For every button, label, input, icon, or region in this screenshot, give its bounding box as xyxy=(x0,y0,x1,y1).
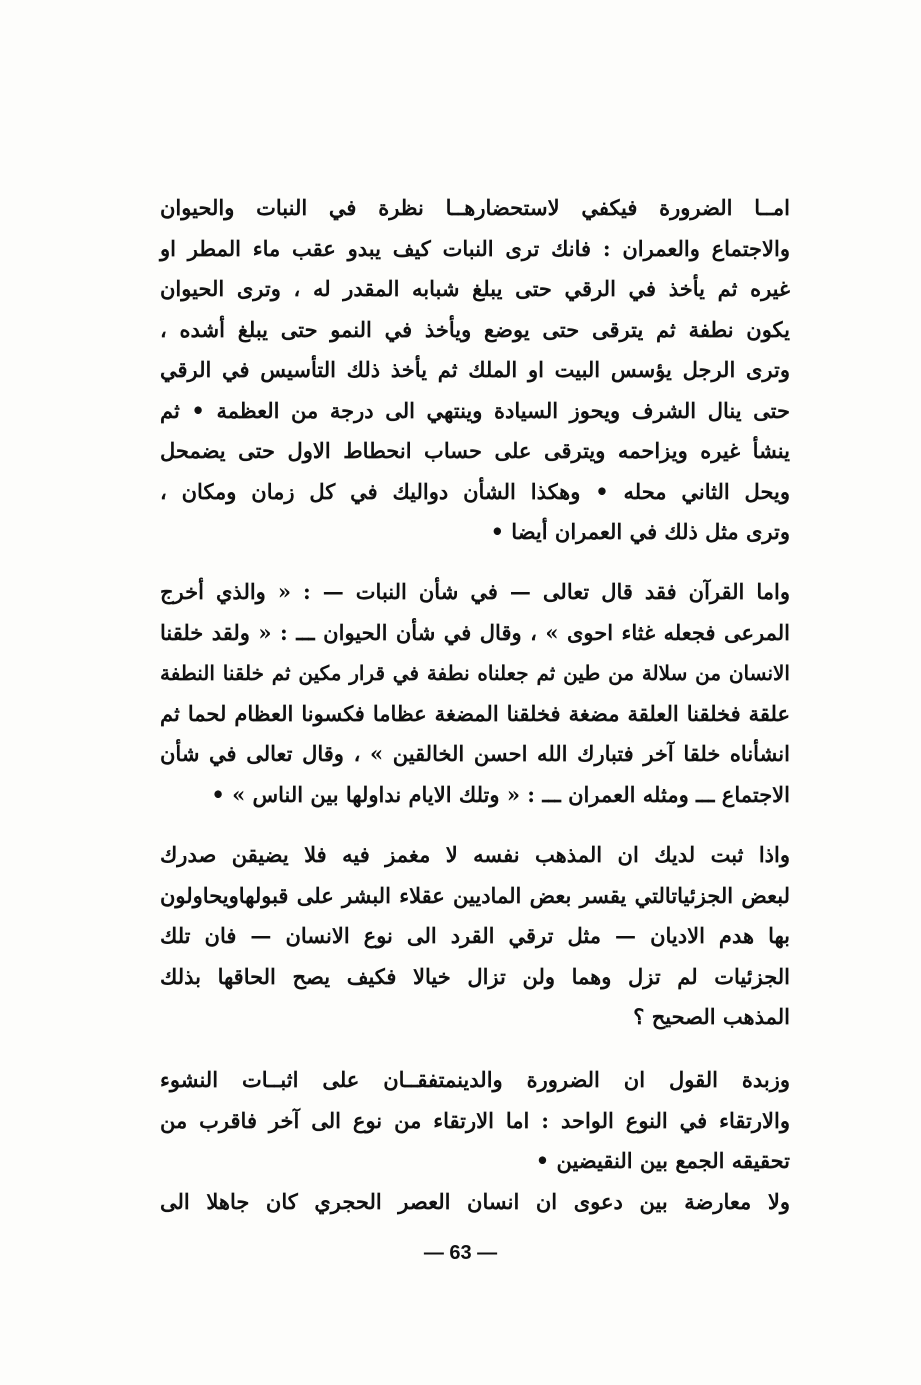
page-number: — 63 — xyxy=(423,1242,498,1264)
text-line: علقة فخلقنا العلقة مضغة فخلقنا المضغة عظاما فكسونا العظام لحما ثم xyxy=(160,700,790,726)
text-line: حتى ينال الشرف ويحوز السيادة وينتهي الى درجة من العظمة • ثم xyxy=(160,397,790,423)
text-line: والاجتماع والعمران : فانك ترى النبات كيف يبدو عقب ماء المطر او xyxy=(160,235,790,261)
paragraph-necessity xyxy=(160,188,790,553)
paragraph-summary xyxy=(160,1060,790,1182)
paragraph-continuation xyxy=(160,1182,790,1223)
text-line: لبعض الجزئياتالتي يقسر بعض الماديين عقلاء البشر على قبولهاويحاولون xyxy=(160,882,790,908)
text-line: ويحل الثاني محله • وهكذا الشأن دواليك في كل زمان ومكان ، xyxy=(160,478,790,504)
paragraph-quran xyxy=(160,572,790,815)
text-line: الاجتماع ـــ ومثله العمران ـــ : « وتلك الايام نداولها بين الناس » • xyxy=(211,781,790,807)
text-line: ينشأ غيره ويزاحمه ويترقى على حساب انحطاط الاول حتى يضمحل xyxy=(160,438,790,463)
text-line: المرعى فجعله غثاء احوى » ، وقال في شأن الحيوان ـــ : « ولقد خلقنا xyxy=(160,619,790,645)
paragraph-doctrine xyxy=(160,835,790,1038)
text-line: الانسان من سلالة من طين ثم جعلناه نطفة في قرار مكين ثم خلقنا النطفة xyxy=(160,661,790,685)
text-line: واذا ثبت لديك ان المذهب نفسه لا مغمز فيه فلا يضيقن صدرك xyxy=(160,842,791,867)
text-line: وترى الرجل يؤسس البيت او الملك ثم يأخذ ذلك التأسيس في الرقي xyxy=(160,357,790,382)
text-line: يكون نطفة ثم يترقى حتى يوضع ويأخذ في النمو حتى يبلغ أشده ، xyxy=(160,316,790,342)
text-line: وترى مثل ذلك في العمران أيضا • xyxy=(490,519,790,544)
text-line: غيره ثم يأخذ في الرقي حتى يبلغ شبابه المقدر له ، وترى الحيوان xyxy=(160,276,790,301)
text-line: تحقيقه الجمع بين النقيضين • xyxy=(535,1148,790,1173)
text-line: امــا الضرورة فيكفي لاستحضارهــا نظرة في النبات والحيوان xyxy=(160,195,790,220)
text-line: بها هدم الاديان — مثل ترقي القرد الى نوع الانسان — فان تلك xyxy=(160,923,790,948)
text-line: وزبدة القول ان الضرورة والدينمتفقــان على اثبــات النشوء xyxy=(160,1067,790,1092)
text-line: واما القرآن فقد قال تعالى — في شأن النبات — : « والذي أخرج xyxy=(160,579,790,604)
text-line: انشأناه خلقا آخر فتبارك الله احسن الخالقين » ، وقال تعالى في شأن xyxy=(160,741,790,766)
text-line: الجزئيات لم تزل وهما ولن تزال خيالا فكيف يصح الحاقها بذلك xyxy=(160,963,790,989)
text-line: ولا معارضة بين دعوى ان انسان العصر الحجري كان جاهلا الى xyxy=(160,1189,790,1214)
text-line: والارتقاء في النوع الواحد : اما الارتقاء من نوع الى آخر فاقرب من xyxy=(160,1107,790,1133)
text-line: المذهب الصحيح ؟ xyxy=(633,1004,790,1029)
